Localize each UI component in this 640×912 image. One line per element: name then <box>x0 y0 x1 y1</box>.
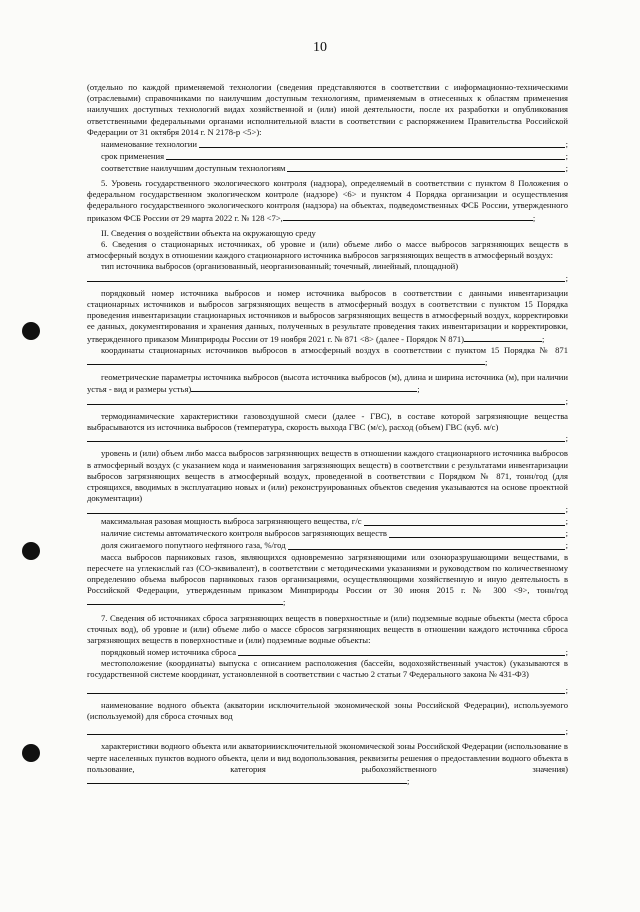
fill-in-line <box>288 540 565 550</box>
field-label: максимальная разовая мощность выброса загрязняющего вещества, г/с <box>101 516 362 527</box>
document-body <box>87 82 568 787</box>
tech-name-field: наименование технологии ; <box>87 138 568 150</box>
fill-in-line <box>238 646 565 656</box>
discharge-location-paragraph: местоположение (координаты) выпуска с описанием расположения (бассейн, водохозяйственный участок) (указываются в государственной системе координат, установленной в соответствии с частью 2 статьи 7 Федерального закона № 431-ФЗ) <box>87 658 568 680</box>
fill-in-line <box>166 150 565 160</box>
fill-in-line <box>191 383 417 392</box>
field-label: порядковый номер источника сброса <box>101 647 237 658</box>
field-label: доля сжигаемого попутного нефтяного газа, %/год <box>101 540 286 551</box>
page-number: 10 <box>313 40 327 55</box>
fill-in-line <box>283 212 533 221</box>
gas-share-field: доля сжигаемого попутного нефтяного газа, %/год ; <box>87 540 568 552</box>
fill-in-line-row: ; <box>87 433 568 444</box>
fill-in-line <box>87 693 565 694</box>
fill-in-line <box>87 513 565 514</box>
fill-in-line <box>464 333 542 342</box>
intro-paragraph: (отдельно по каждой применяемой технологии (сведения представляются в соответствии с информационно-техническими (отраслевыми) справочниками по наилучшим доступным технологиям, применяемым в отнесенных к областям применения наилучших доступных технологий видах хозяйственной и (или) иной деятельности, после их разработки и опубликования ответственными федеральными органами исполнительной власти в соответствии с распоряжением Правительства Российской Федерации от 31 октября 2014 г. N 2178-р <5>): <box>87 82 568 137</box>
section-2-heading: II. Сведения о воздействии объекта на окружающую среду <box>101 227 316 238</box>
fill-in-line <box>87 441 565 442</box>
source-type-label: тип источника выбросов (организованный, неорганизованный; точечный, линейный, площадной) <box>101 261 459 272</box>
field-label: наличие системы автоматического контроля выбросов загрязняющих веществ <box>101 528 387 539</box>
paragraph-7: 7. Сведения об источниках сброса загрязняющих веществ в поверхностные и (или) подземные водные объекты (места сброса сточных вод), об уровне и (или) объеме либо о массе сбросов загрязняющих веществ в отношении каждого источника сброса загрязняющих веществ в поверхностные и (или) подземные водные объекты: <box>87 612 568 646</box>
fill-in-line <box>87 734 565 735</box>
fill-in-line <box>87 596 283 605</box>
water-body-name-paragraph: наименование водного объекта (акватории исключительной экономической зоны Российской Федерации), используемого (используемой) для сброса сточных вод <box>87 699 568 722</box>
fill-in-line <box>87 775 407 784</box>
field-label: соответствие наилучшим доступным технологиям <box>101 162 286 173</box>
fill-in-line <box>87 281 565 282</box>
fill-in-line <box>87 404 565 405</box>
bat-compliance-field: соответствие наилучшим доступным технологиям ; <box>87 162 568 174</box>
fill-in-line <box>389 528 565 538</box>
paragraph-5: 5. Уровень государственного экологического контроля (надзора), определяемый в соответствии с пунктом 8 Положения о федеральном государственном экологическом контроле (надзоре) <6> и пунктом 4 Порядка организации и осуществления федерального государственного экологического контроля (надзора) на объектах, подведомственных ФСБ России, утвержденного приказом ФСБ России от 29 марта 2022 г. № 128 <7>, ; <box>87 178 568 223</box>
ghg-paragraph: масса выбросов парниковых газов, являющихся одновременно загрязняющими или озоноразрушающими веществами, в пересчете на углекислый газ (СО-эквивалент), в соответствии с методическими указаниями и руководством по количественному определению объема выбросов парниковых газов организациями, осуществляющими хозяйственную и иную деятельность в Российской Федерации, утвержденным приказом Минприроды России от 30 июня 2015 г. № 300 <9>, тонн/год; <box>87 551 568 608</box>
emission-level-paragraph: уровень и (или) объем либо масса выбросов загрязняющих веществ в отношении каждого стационарного источника выбросов в атмосферный воздух (с указанием кода и наименования загрязняющих веществ) в соответствии с результатами инвентаризации выбросов загрязняющих веществ в атмосферный воздух, проведенной в соответствии с Порядком № 871, тонн/год (для строящихся, вводимых в эксплуатацию новых и (или) реконструированных объектов сведения указываются на основе проектной документации) <box>87 448 568 504</box>
fill-in-line <box>364 516 565 526</box>
geometry-paragraph: геометрические параметры источника выбросов (высота источника выбросов (м), длина и ширина источника (м), при наличии устья - вид и размеры устья) ; <box>87 372 568 395</box>
source-number-paragraph: порядковый номер источника выбросов и номер источника выбросов в соответствии с данными инвентаризации стационарных источников и выбросов загрязняющих веществ в атмосферный воздух в соответствии с пунктом 15 Порядка проведения инвентаризации стационарных источников и выбросов загрязняющих веществ в атмосферный воздух, корректировки ее данных, документирования и хранения данных, полученных в результате проведения таких инвентаризации и корректировки, утвержденного приказом Минприроды России от 19 ноября 2021 г. № 871 <8> (далее - Порядок N 871) ; <box>87 287 568 344</box>
fill-in-line-row: ; <box>87 726 568 737</box>
fill-in-line-row: ; <box>87 396 568 407</box>
auto-control-field: наличие системы автоматического контроля выбросов загрязняющих веществ ; <box>87 528 568 540</box>
term-field: срок применения ; <box>87 150 568 162</box>
discharge-number-field: порядковый номер источника сброса ; <box>87 646 568 658</box>
coordinates-paragraph: координаты стационарных источников выбросов в атмосферный воздух в соответствии с пунктом 15 Порядка № 871; <box>87 345 568 368</box>
fill-in-line-row: ; <box>87 685 568 696</box>
paragraph-6: 6. Сведения о стационарных источниках, об уровне и (или) объеме либо о массе выбросов загрязняющих веществ в атмосферный воздух в отношении каждого стационарного источника выбросов загрязняющих веществ в атмосферный воздух: <box>87 239 568 261</box>
max-power-field: максимальная разовая мощность выброса загрязняющего вещества, г/с ; <box>87 516 568 528</box>
fill-in-line <box>87 356 485 365</box>
punch-hole-mark <box>22 322 40 340</box>
water-body-characteristics-paragraph: характеристики водного объекта или акваторииисключительной экономической зоны Российской Федерации (использование в черте населенных пунктов водного объекта, цели и вид водопользования, реквизиты решения о предоставлении водного объекта в пользование, категория рыбохозяйственного значения); <box>87 741 568 787</box>
punch-hole-mark <box>22 542 40 560</box>
field-label: срок применения <box>101 150 165 161</box>
thermodynamics-paragraph: термодинамические характеристики газовоздушной смеси (далее - ГВС), в составе которой загрязняющие вещества выбрасываются из источника выбросов (температура, скорость выхода ГВС (м/с), расход (объем) ГВС (куб. м/с) <box>87 410 568 433</box>
fill-in-line <box>199 138 565 148</box>
field-label: наименование технологии <box>101 138 197 149</box>
punch-hole-mark <box>22 744 40 762</box>
fill-in-line-row: ; <box>87 273 568 284</box>
fill-in-line-row: ; <box>87 504 568 515</box>
fill-in-line <box>287 162 564 172</box>
